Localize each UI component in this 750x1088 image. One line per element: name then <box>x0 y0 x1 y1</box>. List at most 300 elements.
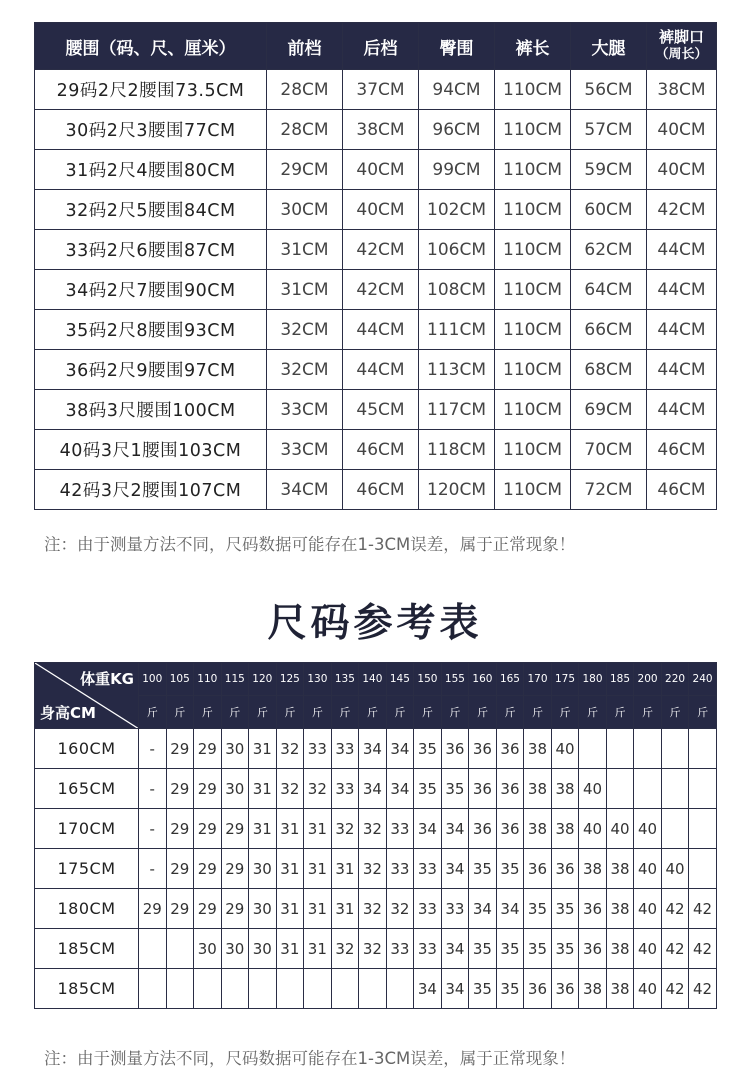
size-header-label: 大腿 <box>591 38 626 59</box>
size-cell <box>386 969 414 1009</box>
size-cell: 33 <box>414 889 442 929</box>
size-row <box>35 310 717 350</box>
size-cell <box>689 729 717 769</box>
size-cell: 38 <box>606 929 634 969</box>
weight-header: 175 <box>551 663 579 696</box>
size-cell: 40 <box>606 809 634 849</box>
size-value-cell: 40CM <box>343 190 419 230</box>
size-value-cell: 46CM <box>647 430 717 470</box>
size-cell: 32 <box>359 889 387 929</box>
size-cell: 29 <box>194 809 222 849</box>
size-value-cell: 120CM <box>419 470 495 510</box>
corner-header <box>35 663 139 729</box>
weight-unit: 斤 <box>496 696 524 729</box>
size-cell: 30 <box>194 929 222 969</box>
size-cell: 33 <box>386 849 414 889</box>
corner-height-label: 身高CM <box>40 704 96 722</box>
size-cell: - <box>139 809 167 849</box>
size-value-cell: 29CM <box>267 150 343 190</box>
size-cell: 34 <box>496 889 524 929</box>
size-label-cell: 33码2尺6腰围87CM <box>35 230 267 270</box>
size-cell: 30 <box>221 729 249 769</box>
size-cell: 30 <box>221 929 249 969</box>
size-cell: 32 <box>331 929 359 969</box>
size-cell: 42 <box>661 969 689 1009</box>
size-cell: 36 <box>496 809 524 849</box>
size-cell: 32 <box>331 809 359 849</box>
size-value-cell: 45CM <box>343 390 419 430</box>
size-cell: 29 <box>194 889 222 929</box>
size-cell: 36 <box>496 729 524 769</box>
size-value-cell: 118CM <box>419 430 495 470</box>
weight-header: 185 <box>606 663 634 696</box>
size-cell: 32 <box>359 929 387 969</box>
size-header-label: 臀围 <box>439 38 474 59</box>
size-cell: 31 <box>331 889 359 929</box>
size-cell <box>166 929 194 969</box>
reference-row <box>35 849 717 889</box>
size-row <box>35 430 717 470</box>
weight-unit: 斤 <box>276 696 304 729</box>
size-cell: 40 <box>661 849 689 889</box>
size-value-cell: 99CM <box>419 150 495 190</box>
size-cell: 40 <box>579 769 607 809</box>
size-label-cell: 38码3尺腰围100CM <box>35 390 267 430</box>
size-cell <box>579 729 607 769</box>
weight-header: 180 <box>579 663 607 696</box>
size-cell: 38 <box>524 729 552 769</box>
size-cell: 38 <box>606 969 634 1009</box>
size-cell: 35 <box>524 929 552 969</box>
size-cell <box>276 969 304 1009</box>
size-cell <box>689 769 717 809</box>
size-cell: 38 <box>606 889 634 929</box>
size-cell: 29 <box>166 809 194 849</box>
height-cell: 185CM <box>35 969 139 1009</box>
size-cell: 35 <box>551 889 579 929</box>
size-cell <box>661 809 689 849</box>
size-cell: 36 <box>551 969 579 1009</box>
size-cell <box>634 729 662 769</box>
size-cell: 30 <box>249 849 277 889</box>
size-cell: 31 <box>249 769 277 809</box>
size-cell: 32 <box>359 849 387 889</box>
weight-unit: 斤 <box>606 696 634 729</box>
size-cell: 42 <box>689 969 717 1009</box>
size-row <box>35 190 717 230</box>
size-value-cell: 46CM <box>647 470 717 510</box>
size-row <box>35 230 717 270</box>
reference-table-body <box>35 729 717 1009</box>
size-value-cell: 110CM <box>495 350 571 390</box>
size-cell: 35 <box>469 849 497 889</box>
weight-header: 120 <box>249 663 277 696</box>
weight-unit: 斤 <box>634 696 662 729</box>
size-label-cell: 31码2尺4腰围80CM <box>35 150 267 190</box>
reference-row <box>35 969 717 1009</box>
size-value-cell: 62CM <box>571 230 647 270</box>
size-cell <box>689 809 717 849</box>
size-cell: 29 <box>166 889 194 929</box>
size-cell: 29 <box>166 769 194 809</box>
size-cell: 29 <box>221 889 249 929</box>
size-cell: 31 <box>304 849 332 889</box>
size-cell: 40 <box>634 929 662 969</box>
size-table-body <box>35 70 717 510</box>
size-cell: 36 <box>496 769 524 809</box>
size-cell: 35 <box>469 969 497 1009</box>
size-value-cell: 96CM <box>419 110 495 150</box>
size-header-label: 腰围（码、尺、厘米） <box>65 38 236 59</box>
size-label-cell: 34码2尺7腰围90CM <box>35 270 267 310</box>
height-cell: 175CM <box>35 849 139 889</box>
size-cell: 29 <box>139 889 167 929</box>
size-cell: 42 <box>689 889 717 929</box>
size-row <box>35 150 717 190</box>
weight-unit: 斤 <box>304 696 332 729</box>
size-cell: 40 <box>634 969 662 1009</box>
size-value-cell: 110CM <box>495 190 571 230</box>
size-cell <box>661 769 689 809</box>
size-cell: 36 <box>441 729 469 769</box>
size-cell: 38 <box>606 849 634 889</box>
size-cell <box>166 969 194 1009</box>
size-value-cell: 44CM <box>647 310 717 350</box>
size-value-cell: 110CM <box>495 70 571 110</box>
weight-header: 100 <box>139 663 167 696</box>
weight-unit: 斤 <box>579 696 607 729</box>
size-cell <box>606 769 634 809</box>
size-value-cell: 42CM <box>647 190 717 230</box>
size-cell: 35 <box>469 929 497 969</box>
size-cell: 36 <box>579 889 607 929</box>
size-cell <box>139 969 167 1009</box>
size-value-cell: 108CM <box>419 270 495 310</box>
size-cell <box>661 729 689 769</box>
size-value-cell: 38CM <box>343 110 419 150</box>
size-cell: 29 <box>194 729 222 769</box>
size-value-cell: 69CM <box>571 390 647 430</box>
size-cell: 29 <box>166 729 194 769</box>
size-label-cell: 35码2尺8腰围93CM <box>35 310 267 350</box>
size-value-cell: 34CM <box>267 470 343 510</box>
size-value-cell: 37CM <box>343 70 419 110</box>
size-value-cell: 42CM <box>343 270 419 310</box>
size-cell: 36 <box>524 969 552 1009</box>
size-value-cell: 44CM <box>647 230 717 270</box>
size-value-cell: 31CM <box>267 230 343 270</box>
reference-row <box>35 889 717 929</box>
size-value-cell: 44CM <box>647 350 717 390</box>
weight-header: 125 <box>276 663 304 696</box>
size-cell: 40 <box>551 729 579 769</box>
size-cell: 40 <box>634 809 662 849</box>
size-cell: 35 <box>496 929 524 969</box>
weight-unit: 斤 <box>249 696 277 729</box>
size-value-cell: 68CM <box>571 350 647 390</box>
weight-header: 115 <box>221 663 249 696</box>
size-value-cell: 110CM <box>495 430 571 470</box>
weight-header: 145 <box>386 663 414 696</box>
size-cell: 31 <box>331 849 359 889</box>
size-cell: 34 <box>441 849 469 889</box>
size-cell <box>249 969 277 1009</box>
size-cell: 36 <box>469 769 497 809</box>
size-value-cell: 102CM <box>419 190 495 230</box>
size-value-cell: 110CM <box>495 470 571 510</box>
size-cell: 35 <box>414 769 442 809</box>
size-cell: 38 <box>524 769 552 809</box>
size-cell: 38 <box>551 809 579 849</box>
size-cell: 34 <box>441 969 469 1009</box>
size-header-4 <box>495 23 571 70</box>
size-cell: 35 <box>551 929 579 969</box>
weight-header: 155 <box>441 663 469 696</box>
reference-row <box>35 809 717 849</box>
size-table-header <box>35 23 717 70</box>
weight-unit: 斤 <box>661 696 689 729</box>
size-value-cell: 30CM <box>267 190 343 230</box>
size-cell: 34 <box>414 809 442 849</box>
weight-unit: 斤 <box>689 696 717 729</box>
size-label-cell: 30码2尺3腰围77CM <box>35 110 267 150</box>
size-cell: 33 <box>386 809 414 849</box>
size-row <box>35 350 717 390</box>
size-cell: 36 <box>579 929 607 969</box>
reference-table <box>34 662 717 1009</box>
weight-unit: 斤 <box>166 696 194 729</box>
size-cell: 35 <box>496 849 524 889</box>
weight-unit: 斤 <box>359 696 387 729</box>
measurement-note: 注：由于测量方法不同，尺码数据可能存在1-3CM误差，属于正常现象！ <box>44 535 576 554</box>
size-cell <box>689 849 717 889</box>
reference-row <box>35 929 717 969</box>
size-cell: - <box>139 729 167 769</box>
size-value-cell: 40CM <box>647 150 717 190</box>
size-value-cell: 106CM <box>419 230 495 270</box>
size-cell: 31 <box>304 809 332 849</box>
size-value-cell: 44CM <box>647 390 717 430</box>
weight-header: 135 <box>331 663 359 696</box>
reference-table-header <box>35 663 717 729</box>
size-cell: 42 <box>661 929 689 969</box>
size-value-cell: 46CM <box>343 470 419 510</box>
weight-header: 140 <box>359 663 387 696</box>
size-cell: 36 <box>551 849 579 889</box>
size-header-3 <box>419 23 495 70</box>
size-value-cell: 44CM <box>343 350 419 390</box>
size-cell: 36 <box>469 729 497 769</box>
size-header-6 <box>647 23 717 70</box>
size-cell: 33 <box>441 889 469 929</box>
size-value-cell: 44CM <box>343 310 419 350</box>
size-value-cell: 28CM <box>267 70 343 110</box>
size-value-cell: 57CM <box>571 110 647 150</box>
size-cell: 38 <box>551 769 579 809</box>
size-cell: - <box>139 849 167 889</box>
size-cell: 42 <box>661 889 689 929</box>
size-header-sublabel: （周长） <box>655 47 708 62</box>
size-value-cell: 66CM <box>571 310 647 350</box>
size-header-1 <box>267 23 343 70</box>
size-cell: 31 <box>249 809 277 849</box>
size-row <box>35 70 717 110</box>
size-label-cell: 36码2尺9腰围97CM <box>35 350 267 390</box>
size-header-label: 后档 <box>363 38 398 59</box>
size-row <box>35 470 717 510</box>
size-cell: 31 <box>276 929 304 969</box>
size-cell: 31 <box>249 729 277 769</box>
weight-header: 165 <box>496 663 524 696</box>
size-row <box>35 390 717 430</box>
size-cell: 35 <box>524 889 552 929</box>
weight-header: 130 <box>304 663 332 696</box>
size-cell: 36 <box>524 849 552 889</box>
size-cell: 32 <box>359 809 387 849</box>
size-cell: 29 <box>221 809 249 849</box>
size-cell: 32 <box>386 889 414 929</box>
size-value-cell: 59CM <box>571 150 647 190</box>
size-value-cell: 72CM <box>571 470 647 510</box>
size-value-cell: 111CM <box>419 310 495 350</box>
size-cell: 29 <box>194 849 222 889</box>
weight-header: 105 <box>166 663 194 696</box>
weight-header: 220 <box>661 663 689 696</box>
size-cell <box>331 969 359 1009</box>
size-label-cell: 42码3尺2腰围107CM <box>35 470 267 510</box>
size-cell: 29 <box>221 849 249 889</box>
size-value-cell: 110CM <box>495 390 571 430</box>
size-header-5 <box>571 23 647 70</box>
size-cell <box>139 929 167 969</box>
weight-header: 240 <box>689 663 717 696</box>
size-row <box>35 270 717 310</box>
size-value-cell: 110CM <box>495 230 571 270</box>
size-value-cell: 40CM <box>647 110 717 150</box>
weight-header: 150 <box>414 663 442 696</box>
size-value-cell: 60CM <box>571 190 647 230</box>
weight-header: 200 <box>634 663 662 696</box>
size-value-cell: 40CM <box>343 150 419 190</box>
weight-unit: 斤 <box>386 696 414 729</box>
size-cell: 34 <box>359 729 387 769</box>
size-table <box>34 22 717 510</box>
size-value-cell: 117CM <box>419 390 495 430</box>
size-cell: 32 <box>276 769 304 809</box>
weight-unit: 斤 <box>551 696 579 729</box>
size-cell: 31 <box>304 929 332 969</box>
size-value-cell: 33CM <box>267 390 343 430</box>
measurement-note-bottom: 注：由于测量方法不同，尺码数据可能存在1-3CM误差，属于正常现象！ <box>44 1049 576 1068</box>
size-label-cell: 29码2尺2腰围73.5CM <box>35 70 267 110</box>
size-cell: 34 <box>441 809 469 849</box>
size-value-cell: 94CM <box>419 70 495 110</box>
size-cell: 40 <box>634 889 662 929</box>
size-cell: 32 <box>304 769 332 809</box>
size-value-cell: 42CM <box>343 230 419 270</box>
size-cell: 40 <box>634 849 662 889</box>
size-label-cell: 32码2尺5腰围84CM <box>35 190 267 230</box>
size-value-cell: 70CM <box>571 430 647 470</box>
size-cell: 31 <box>276 849 304 889</box>
size-cell: 34 <box>359 769 387 809</box>
weight-unit: 斤 <box>441 696 469 729</box>
size-cell: 30 <box>221 769 249 809</box>
corner-weight-label: 体重KG <box>80 670 134 688</box>
height-cell: 180CM <box>35 889 139 929</box>
size-cell: 33 <box>304 729 332 769</box>
size-label-cell: 40码3尺1腰围103CM <box>35 430 267 470</box>
size-header-0 <box>35 23 267 70</box>
reference-row <box>35 729 717 769</box>
size-value-cell: 110CM <box>495 110 571 150</box>
size-cell: 29 <box>194 769 222 809</box>
height-cell: 185CM <box>35 929 139 969</box>
weight-unit: 斤 <box>221 696 249 729</box>
weight-unit: 斤 <box>194 696 222 729</box>
size-cell <box>634 769 662 809</box>
height-cell: 170CM <box>35 809 139 849</box>
size-cell: 35 <box>496 969 524 1009</box>
size-cell: 30 <box>249 929 277 969</box>
weight-unit: 斤 <box>414 696 442 729</box>
size-cell: 35 <box>414 729 442 769</box>
weight-unit: 斤 <box>331 696 359 729</box>
size-cell: 33 <box>386 929 414 969</box>
size-cell: 30 <box>249 889 277 929</box>
size-cell <box>359 969 387 1009</box>
reference-title: 尺码参考表 <box>267 601 483 646</box>
size-value-cell: 28CM <box>267 110 343 150</box>
size-row <box>35 110 717 150</box>
size-cell: 38 <box>579 969 607 1009</box>
weight-unit: 斤 <box>469 696 497 729</box>
size-cell: 34 <box>441 929 469 969</box>
weight-unit: 斤 <box>139 696 167 729</box>
size-cell: 31 <box>276 889 304 929</box>
weight-header: 110 <box>194 663 222 696</box>
size-value-cell: 33CM <box>267 430 343 470</box>
size-value-cell: 31CM <box>267 270 343 310</box>
size-value-cell: 110CM <box>495 150 571 190</box>
size-value-cell: 64CM <box>571 270 647 310</box>
size-header-label: 前档 <box>287 38 322 59</box>
size-cell: 32 <box>276 729 304 769</box>
size-cell: 31 <box>304 889 332 929</box>
size-cell <box>606 729 634 769</box>
size-cell: 34 <box>469 889 497 929</box>
size-cell: 34 <box>414 969 442 1009</box>
size-cell <box>221 969 249 1009</box>
size-cell <box>304 969 332 1009</box>
size-value-cell: 110CM <box>495 270 571 310</box>
height-cell: 165CM <box>35 769 139 809</box>
size-value-cell: 113CM <box>419 350 495 390</box>
size-value-cell: 32CM <box>267 310 343 350</box>
height-cell: 160CM <box>35 729 139 769</box>
weight-unit: 斤 <box>524 696 552 729</box>
weight-header: 170 <box>524 663 552 696</box>
size-value-cell: 32CM <box>267 350 343 390</box>
size-cell: 31 <box>276 809 304 849</box>
size-cell: 29 <box>166 849 194 889</box>
size-value-cell: 110CM <box>495 310 571 350</box>
size-cell: 38 <box>524 809 552 849</box>
size-cell: 33 <box>331 729 359 769</box>
size-value-cell: 44CM <box>647 270 717 310</box>
size-cell: 38 <box>579 849 607 889</box>
size-cell: 33 <box>414 849 442 889</box>
